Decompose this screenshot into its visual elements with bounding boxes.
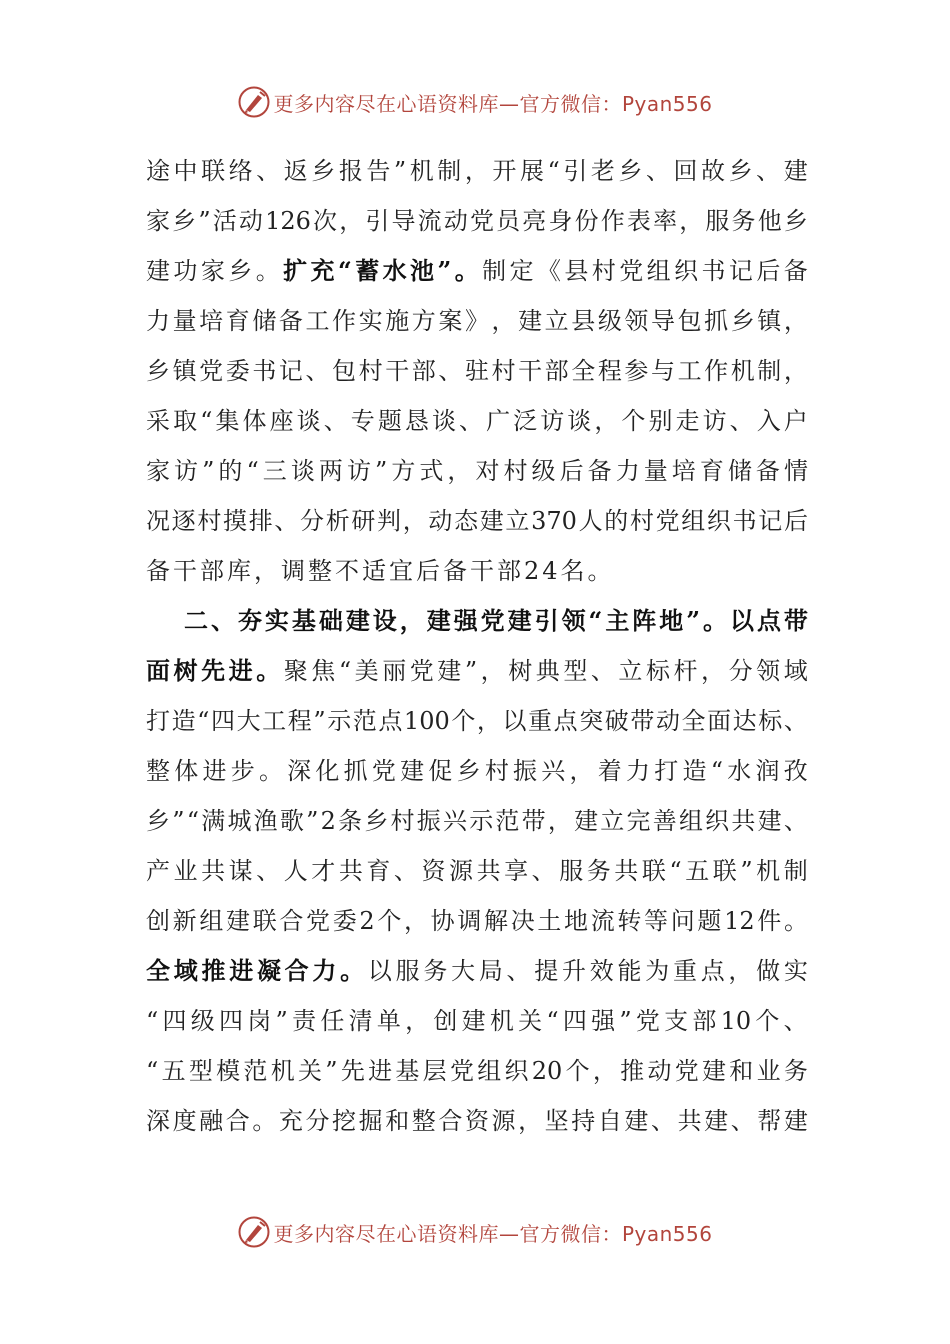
watermark-text: 更多内容尽在心语资料库—官方微信：Pyan556 (273, 91, 713, 116)
text-line: 产 业 共 谋 、 人 才 共 育 、 资 源 共 享 、 服 务 共 联 “ 五 联 ” 机 制 (146, 857, 808, 885)
text-line: “ 四 级 四 岗 ” 责 任 清 单 ， 创 建 机 关 “ 四 强 ” 党 支 部 10 个 、 (146, 1007, 808, 1035)
text-line: 打 造 “ 四 大 工 程 ” 示 范 点 100 个 ， 以 重 点 突 破 带 动 全 面 达 标 、 (146, 707, 808, 735)
text-line: 家 乡 ” 活 动 126 次 ， 引 导 流 动 党 员 亮 身 份 作 表 率 ， 服 务 他 乡 (146, 207, 808, 235)
text-line: 深 度 融 合 。 充 分 挖 掘 和 整 合 资 源 ， 坚 持 自 建 、 共 建 、 帮 建 (146, 1107, 808, 1135)
text-line: 整 体 进 步 。 深 化 抓 党 建 促 乡 村 振 兴 ， 着 力 打 造 “ 水 润 孜 (146, 757, 808, 785)
text-line: 采 取 “ 集 体 座 谈 、 专 题 恳 谈 、 广 泛 访 谈 ， 个 别 走 访 、 入 户 (146, 407, 808, 435)
document-body (146, 146, 808, 1146)
pen-nib-logo-icon (237, 1215, 271, 1249)
text-line: 力 量 培 育 储 备 工 作 实 施 方 案 》 ， 建 立 县 级 领 导 包 抓 乡 镇 ， (146, 307, 808, 335)
text-line: 面 树 先 进 。 聚 焦 “ 美 丽 党 建 ” ， 树 典 型 、 立 标 杆 ， 分 领 域 (146, 656, 808, 685)
text-line: 况 逐 村 摸 排 、 分 析 研 判 ， 动 态 建 立 370 人 的 村 党 组 织 书 记 后 (146, 507, 808, 535)
pen-nib-logo-icon (237, 85, 271, 119)
watermark-banner-bottom (0, 1212, 950, 1252)
text-line: 家 访 ” 的 “ 三 谈 两 访 ” 方 式 ， 对 村 级 后 备 力 量 培 育 储 备 情 (146, 457, 808, 485)
text-line: “ 五 型 模 范 机 关 ” 先 进 基 层 党 组 织 20 个 ， 推 动 党 建 和 业 务 (146, 1057, 808, 1085)
text-line: 全 域 推 进 凝 合 力 。 以 服 务 大 局 、 提 升 效 能 为 重 点 ， 做 实 (146, 956, 808, 985)
text-line: 建 功 家 乡 。 扩 充 “ 蓄 水 池 ” 。 制 定 《 县 村 党 组 织 书 记 后 备 (146, 256, 808, 285)
text-line: 创 新 组 建 联 合 党 委 2 个 ， 协 调 解 决 土 地 流 转 等 问 题 12 件 。 (146, 907, 808, 935)
text-line: 二 、 夯 实 基 础 建 设 ， 建 强 党 建 引 领 “ 主 阵 地 ” 。 以 点 带 (184, 606, 808, 635)
text-line: 备 干 部 库 ， 调 整 不 适 宜 后 备 干 部 24 名 。 (146, 557, 615, 585)
text-line: 乡 ” “ 满 城 渔 歌 ” 2 条 乡 村 振 兴 示 范 带 ， 建 立 完 善 组 织 共 建 、 (146, 807, 808, 835)
text-line: 途 中 联 络 、 返 乡 报 告 ” 机 制 ， 开 展 “ 引 老 乡 、 回 故 乡 、 建 (146, 157, 808, 185)
watermark-text: 更多内容尽在心语资料库—官方微信：Pyan556 (273, 1221, 713, 1246)
watermark-banner-top (0, 82, 950, 122)
text-line: 乡 镇 党 委 书 记 、 包 村 干 部 、 驻 村 干 部 全 程 参 与 工 作 机 制 ， (146, 357, 808, 385)
